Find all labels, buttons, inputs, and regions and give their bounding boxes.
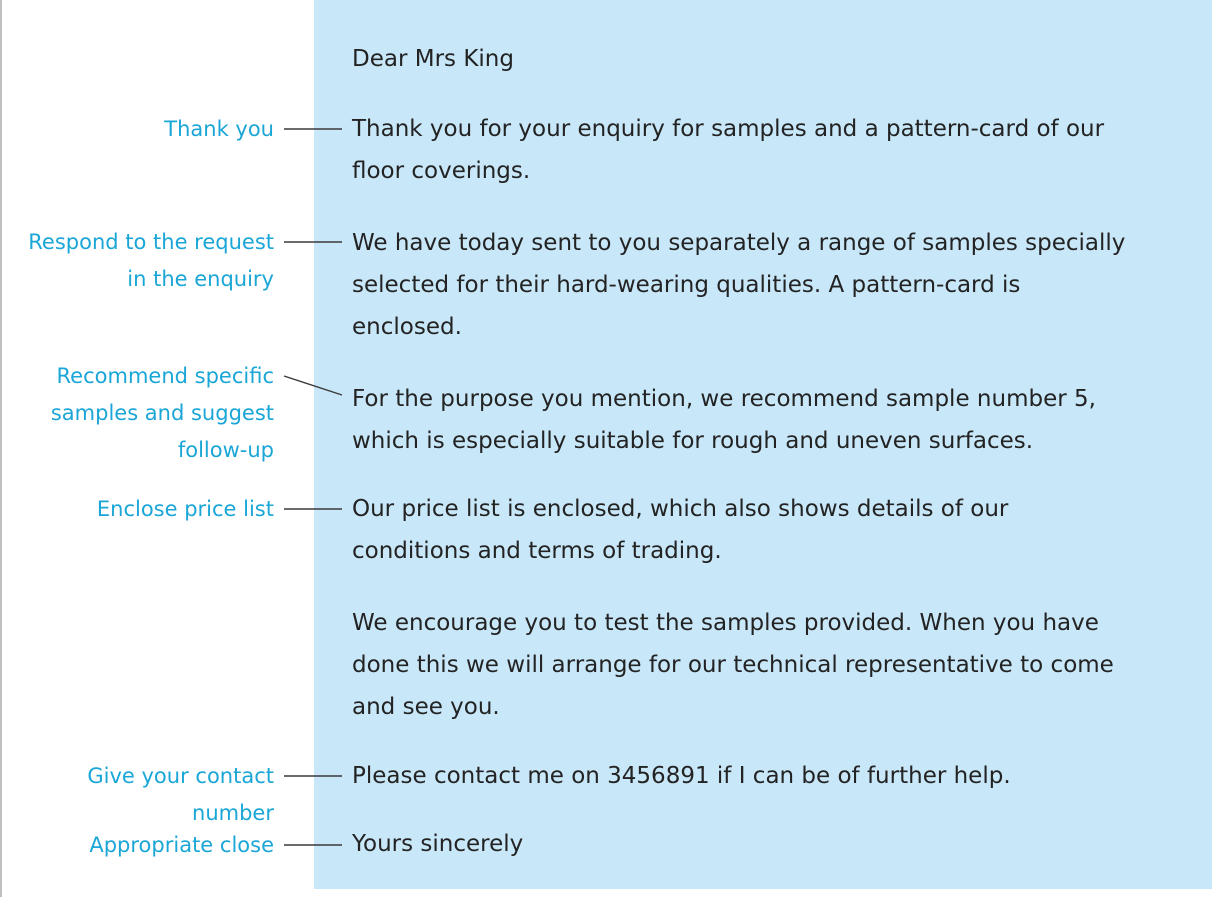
left-border-rule [0, 0, 2, 897]
letter-price-line-2: conditions and terms of trading. [352, 538, 722, 564]
annotation-recommend-line-1: Recommend specific [56, 364, 274, 388]
letter-thanks-line-1: Thank you for your enquiry for samples and a pattern-card of our [352, 116, 1105, 142]
letter-recommend-line-2: which is especially suitable for rough and uneven surfaces. [352, 428, 1034, 454]
annotation-respond-line-1: Respond to the request [28, 230, 274, 254]
letter-encourage-line-2: done this we will arrange for our technical representative to come [352, 652, 1114, 678]
letter-recommend-line-1: For the purpose you mention, we recommend sample number 5, [352, 386, 1096, 412]
annotation-contact-line-1: Give your contact [87, 764, 274, 788]
letter-salutation: Dear Mrs King [352, 46, 514, 72]
annotation-contact-line-2: number [192, 801, 274, 825]
annotation-price-list: Enclose price list [96, 497, 274, 521]
letter-respond-line-3: enclosed. [352, 314, 462, 340]
annotation-thank-you: Thank you [164, 117, 274, 141]
letter-encourage-line-3: and see you. [352, 694, 500, 720]
letter-respond-line-1: We have today sent to you separately a range of samples specially [352, 230, 1126, 256]
annotation-respond-line-2: in the enquiry [127, 267, 274, 291]
letter-respond-line-2: selected for their hard-wearing qualities. A pattern-card is [352, 272, 1021, 298]
letter-encourage-line-1: We encourage you to test the samples provided. When you have [352, 610, 1099, 636]
annotation-close: Appropriate close [89, 833, 274, 857]
letter-price-line-1: Our price list is enclosed, which also shows details of our [352, 496, 1009, 522]
annotation-recommend-line-2: samples and suggest [50, 401, 274, 425]
letter-close: Yours sincerely [352, 831, 524, 857]
letter-thanks-line-2: floor coverings. [352, 158, 531, 184]
annotation-recommend-line-3: follow-up [177, 438, 274, 462]
letter-contact-line: Please contact me on 3456891 if I can be of further help. [352, 763, 1011, 789]
